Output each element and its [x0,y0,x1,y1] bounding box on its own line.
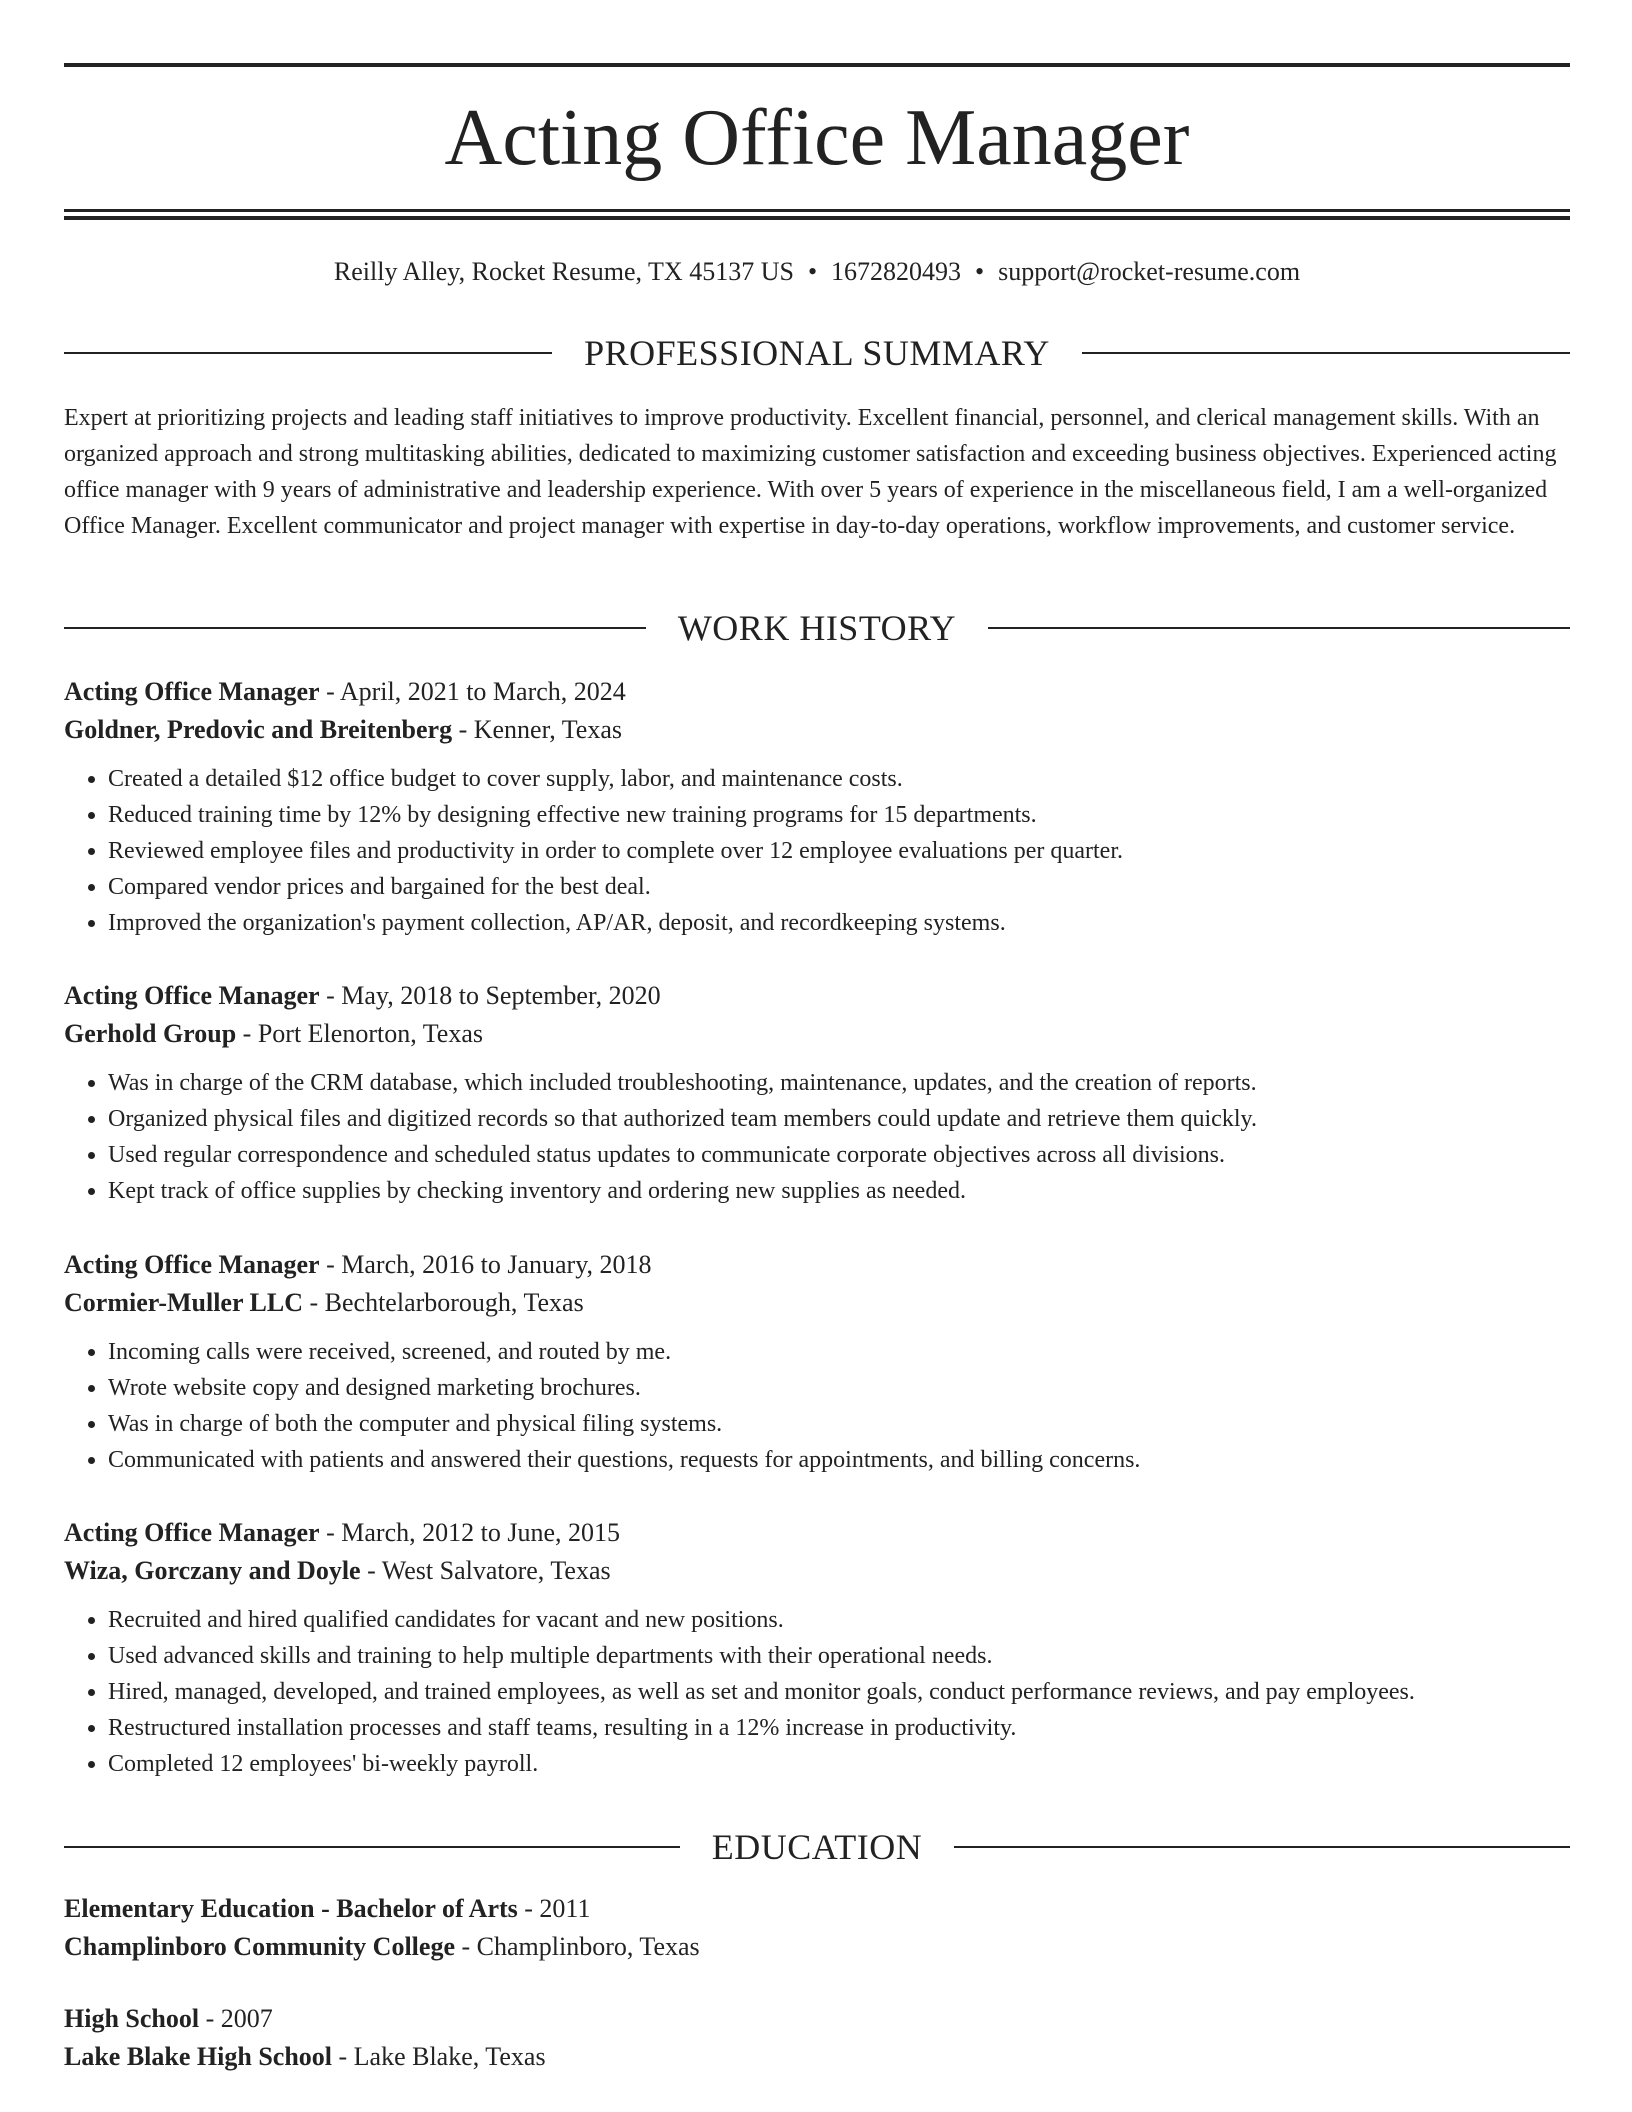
job-title: Acting Office Manager [64,677,320,706]
title-rule-lower [64,216,1570,220]
job-bullets [64,761,1570,941]
summary-heading [64,331,1570,375]
job-title-line [64,977,1570,1015]
education-degree-line [64,1890,1570,1928]
top-rule [64,63,1570,67]
summary-text: Expert at prioritizing projects and leading staff initiatives to improve productivity. Excellent financial, personnel, and clerical management skills. With an organized approach and strong multitasking abilities, dedicated to maximizing customer satisfaction and exceeding business objectives. Experienced acting office manager with 9 years of administrative and leadership experience. With over 5 years of experience in the miscellaneous field, I am a well-organized Office Manager. Excellent communicator and project manager with expertise in day-to-day operations, workflow improvements, and customer service. [64,405,1557,539]
education-heading-label: EDUCATION [711,1827,923,1867]
education-school: Lake Blake High School [64,2042,332,2071]
contact-separator: • [807,257,818,286]
title-rule-upper [64,209,1570,212]
education-location: - Lake Blake, Texas [332,2042,546,2071]
job-bullet: • Incoming calls were received, screened, and routed by me. [108,1334,1570,1370]
job-bullets [64,1065,1570,1209]
job-location: - Bechtelarborough, Texas [303,1288,584,1317]
job-title: Acting Office Manager [64,981,320,1010]
job-company: Goldner, Predovic and Breitenberg [64,715,453,744]
job-bullet: • Restructured installation processes and staff teams, resulting in a 12% increase in productivity. [108,1710,1570,1746]
job-company-line [64,1552,1570,1590]
job-bullets [64,1334,1570,1478]
contact-separator: • [975,257,985,286]
summary-heading-label: PROFESSIONAL SUMMARY [584,333,1050,373]
job-bullets [64,1602,1570,1782]
job-title-line [64,673,1570,711]
heading-rule-left [64,627,646,629]
education-degree-line [64,2000,1570,2038]
job-company-line [64,1015,1570,1053]
job-title-line [64,1246,1570,1284]
job-bullet: • Used advanced skills and training to help multiple departments with their operational needs. [108,1638,1570,1674]
job-dates: - March, 2012 to June, 2015 [319,1518,620,1547]
education-heading [64,1825,1570,1869]
job-bullet: • Wrote website copy and designed marketing brochures. [108,1370,1570,1406]
contact-line [64,254,1570,290]
work-history-heading-label: WORK HISTORY [677,608,957,648]
job-bullet: • Was in charge of the CRM database, which included troubleshooting, maintenance, updates, and the creation of reports. [108,1065,1570,1101]
education-school: Champlinboro Community College [64,1932,455,1961]
job-company-line [64,711,1570,749]
education-year: - 2011 [517,1894,591,1923]
job-bullet: • Completed 12 employees' bi-weekly payroll. [108,1746,1570,1782]
heading-rule-left [64,1846,680,1848]
job-location: - Kenner, Texas [452,715,623,744]
job-bullet: • Was in charge of both the computer and physical filing systems. [108,1406,1570,1442]
job-bullet: • Created a detailed $12 office budget to cover supply, labor, and maintenance costs. [108,761,1570,797]
job-bullet: • Organized physical files and digitized records so that authorized team members could update and retrieve them quickly. [108,1101,1570,1137]
heading-rule-right [988,627,1570,629]
heading-rule-right [1082,352,1570,354]
job-dates: - May, 2018 to September, 2020 [319,981,661,1010]
job-dates: - March, 2016 to January, 2018 [319,1250,652,1279]
resume-title: Acting Office Manager [444,94,1190,182]
education-location: - Champlinboro, Texas [455,1932,700,1961]
job-company: Gerhold Group [64,1019,237,1048]
job-entry [64,977,1570,1209]
work-history-heading [64,606,1570,650]
education-school-line [64,1928,1570,1966]
job-bullet: • Reduced training time by 12% by designing effective new training programs for 15 departments. [108,797,1570,833]
contact-phone: 1672820493 [831,257,962,286]
job-title: Acting Office Manager [64,1518,320,1547]
contact-address: Reilly Alley, Rocket Resume, TX 45137 US [333,257,794,286]
job-bullet: • Compared vendor prices and bargained for the best deal. [108,869,1570,905]
job-title: Acting Office Manager [64,1250,320,1279]
job-entry [64,673,1570,941]
job-bullet: • Hired, managed, developed, and trained employees, as well as set and monitor goals, conduct performance reviews, and pay employees. [108,1674,1570,1710]
job-location: - West Salvatore, Texas [360,1556,611,1585]
education-degree: High School [64,2004,200,2033]
job-bullet: • Reviewed employee files and productivity in order to complete over 12 employee evaluations per quarter. [108,833,1570,869]
education-entry [64,2000,1570,2076]
heading-rule-right [954,1846,1570,1848]
job-bullet: • Kept track of office supplies by checking inventory and ordering new supplies as needed. [108,1173,1570,1209]
job-location: - Port Elenorton, Texas [236,1019,483,1048]
job-entry [64,1246,1570,1478]
job-company: Cormier-Muller LLC [64,1288,303,1317]
job-bullet: • Improved the organization's payment collection, AP/AR, deposit, and recordkeeping systems. [108,905,1570,941]
job-bullet: • Used regular correspondence and scheduled status updates to communicate corporate objectives across all divisions. [108,1137,1570,1173]
contact-email: support@rocket-resume.com [998,257,1301,286]
job-bullet: • Communicated with patients and answered their questions, requests for appointments, and billing concerns. [108,1442,1570,1478]
education-year: - 2007 [199,2004,273,2033]
job-bullet: • Recruited and hired qualified candidates for vacant and new positions. [108,1602,1570,1638]
job-title-line [64,1514,1570,1552]
job-dates: - April, 2021 to March, 2024 [319,677,626,706]
job-company: Wiza, Gorczany and Doyle [64,1556,361,1585]
job-entry [64,1514,1570,1782]
education-entry [64,1890,1570,1966]
heading-rule-left [64,352,552,354]
education-degree: Elementary Education - Bachelor of Arts [64,1894,518,1923]
job-company-line [64,1284,1570,1322]
education-school-line [64,2038,1570,2076]
